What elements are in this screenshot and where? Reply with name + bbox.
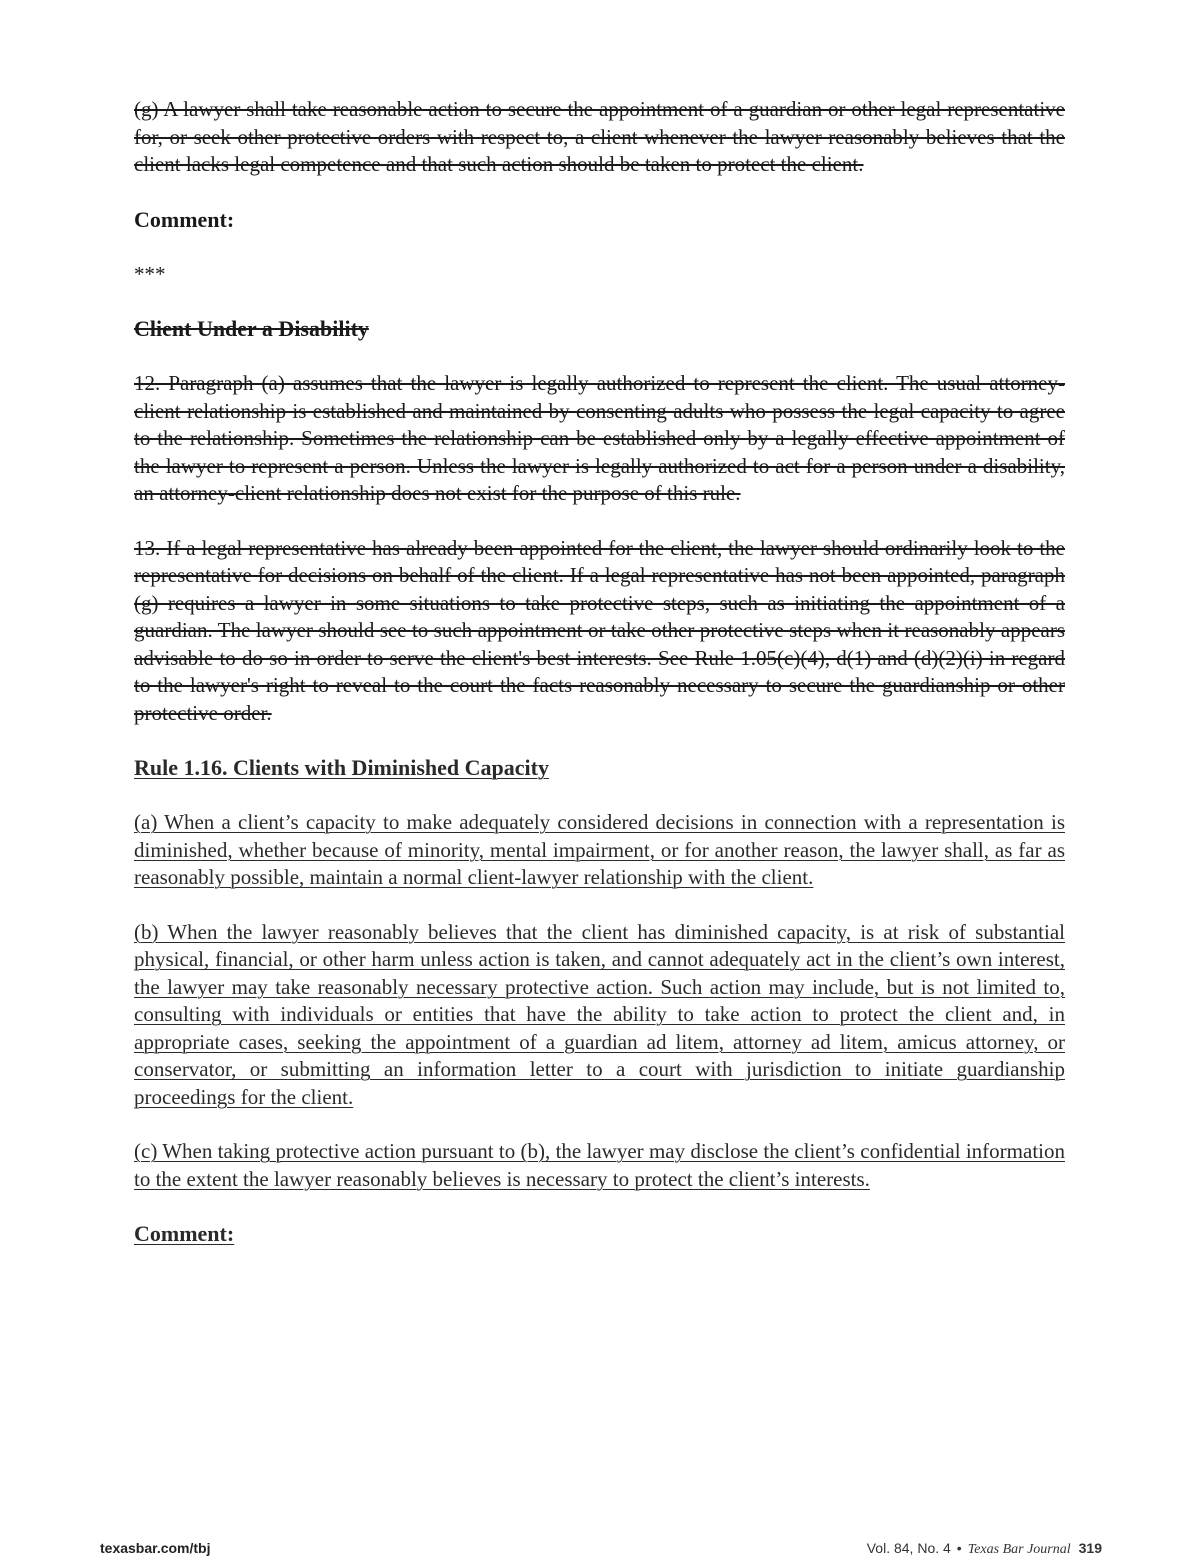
footer-volume: Vol. 84, No. 4 [866,1540,951,1556]
comment-13-deleted: 13. If a legal representative has already been appointed for the client, the lawyer should ordinarily look to the representative for decisions on behalf of the client. If a legal representative has not been appointed, paragraph (g) requires a lawyer in some situations to take protective steps, such as initiating the appointment of a guardian. The lawyer should see to such appointment or take other protective steps when it reasonably appears advisable to do so in order to serve the client's best interests. See Rule 1.05(c)(4), d(1) and (d)(2)(i) in regard to the lawyer's right to reveal to the court the facts reasonably necessary to secure the guardianship or other protective order. [134,535,1065,725]
footer-publication-info [867,1538,1102,1558]
footer-page-number: 319 [1078,1540,1102,1556]
rule-1-16-paragraph-b: (b) When the lawyer reasonably believes that the client has diminished capacity, is at risk of substantial physical, financial, or other harm unless action is taken, and cannot adequately act in the client’s own interest, the lawyer may take reasonably necessary protective action. Such action may include, but is not limited to, consulting with individuals or entities that have the ability to take action to protect the client and, in appropriate cases, seeking the appointment of a guardian ad litem, attorney ad litem, amicus attorney, or conservator, or submitting an information letter to a court with jurisdiction to initiate guardianship proceedings for the client. [134,919,1065,1109]
comment-heading-new: Comment: [134,1221,235,1246]
comment-12-deleted: 12. Paragraph (a) assumes that the lawyer is legally authorized to represent the client. The usual attorney-client relationship is established and maintained by consenting adults who possess the legal capacity to agree to the relationship. Sometimes the relationship can be established only by a legally effective appointment of the lawyer to represent a person. Unless the lawyer is legally authorized to act for a person under a disability, an attorney-client relationship does not exist for the purpose of this rule. [134,371,1065,505]
rule-1-16-paragraph-a: (a) When a client’s capacity to make adequately considered decisions in connection with a representation is diminished, whether because of minority, mental impairment, or for another reason, the lawyer shall, as far as reasonably possible, maintain a normal client-lawyer relationship with the client. [134,810,1065,889]
rule-1-16-paragraph-c: (c) When taking protective action pursuant to (b), the lawyer may disclose the client’s confidential information to the extent the lawyer reasonably believes is necessary to protect the client’s interests. [134,1139,1065,1191]
document-body [134,96,1065,1248]
ellipsis-separator: *** [134,261,166,286]
paragraph-g-deleted: (g) A lawyer shall take reasonable action to secure the appointment of a guardian or other legal representative for, or seek other protective orders with respect to, a client whenever the lawyer reasonably believes that the client lacks legal competence and that such action should be taken to protect the client. [134,97,1065,176]
footer-bullet: • [956,1540,962,1556]
footer-journal-name: Texas Bar Journal [967,1542,1071,1557]
section-heading-client-under-disability: Client Under a Disability [134,316,369,341]
footer-website-link[interactable]: texasbar.com/tbj [100,1540,211,1556]
rule-1-16-heading: Rule 1.16. Clients with Diminished Capacity [134,755,549,780]
comment-heading: Comment: [134,206,235,232]
